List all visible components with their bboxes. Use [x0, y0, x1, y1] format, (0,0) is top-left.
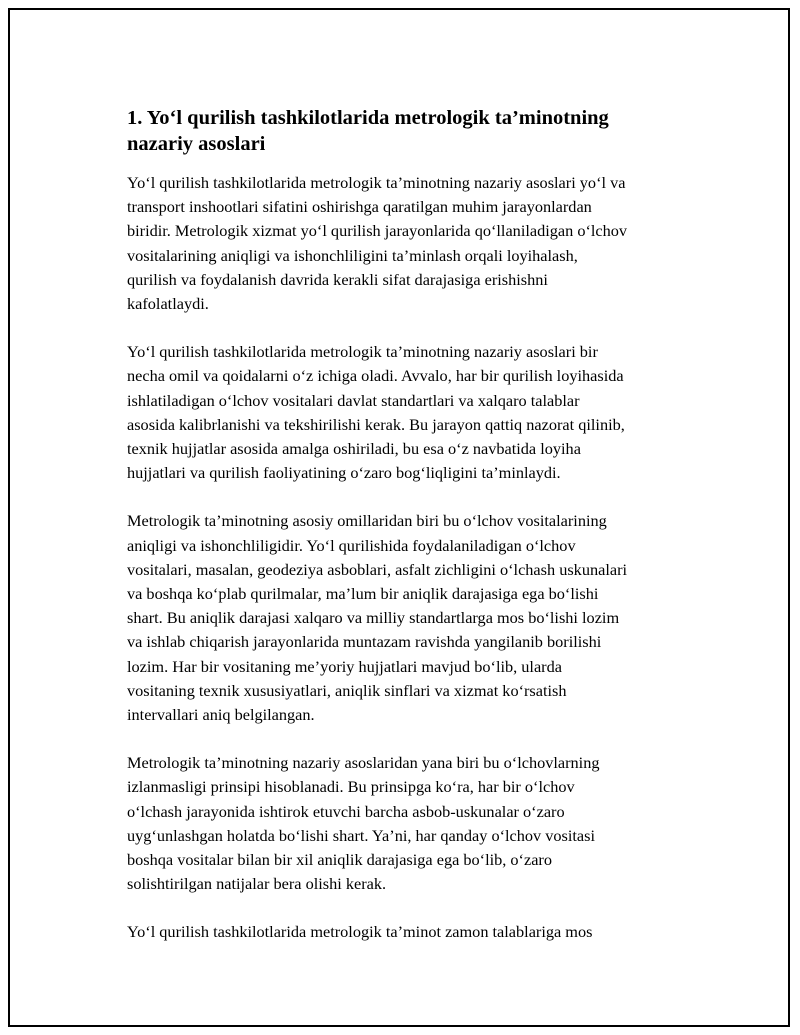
document-body: [127, 105, 702, 969]
page-frame: [8, 8, 790, 1027]
paragraph-1: Yo‘l qurilish tashkilotlarida metrologik ta’minotning nazariy asoslari yo‘l va transport inshootlari sifatini oshirishga qaratilgan muhim jarayonlardan biridir. Metrologik xizmat yo‘l qurilish jarayonlarida qo‘llaniladigan o‘lchov vositalarining aniqligi va ishonchliligini ta’minlash orqali loyihalash, qurilish va foydalanish davrida kerakli sifat darajasiga erishishni kafolatlaydi.: [127, 173, 628, 314]
section-heading: 1. Yo‘l qurilish tashkilotlarida metrologik ta’minotning nazariy asoslari: [127, 107, 609, 155]
paragraph-5: Yo‘l qurilish tashkilotlarida metrologik ta’minot zamon talablariga mos: [127, 922, 593, 942]
paragraph-2: Yo‘l qurilish tashkilotlarida metrologik ta’minotning nazariy asoslari bir necha omil va qoidalarni o‘z ichiga oladi. Avvalo, har bir qurilish loyihasida ishlatiladigan o‘lchov vositalari davlat standartlari va xalqaro talablar asosida kalibrlanishi va tekshirilishi kerak. Bu jarayon qattiq nazorat qilinib, texnik hujjatlar asosida amalga oshiriladi, bu esa o‘z navbatida loyiha hujjatlari va qurilish faoliyatining o‘zaro bog‘liqligini ta’minlaydi.: [127, 342, 625, 483]
paragraph-3: Metrologik ta’minotning asosiy omillaridan biri bu o‘lchov vositalarining aniqligi va ishonchliligidir. Yo‘l qurilishida foydalaniladigan o‘lchov vositalari, masalan, geodeziya asboblari, asfalt zichligini o‘lchash uskunalari va boshqa ko‘plab qurilmalar, ma’lum bir aniqlik darajasiga ega bo‘lishi shart. Bu aniqlik darajasi xalqaro va milliy standartlarga mos bo‘lishi lozim va ishlab chiqarish jarayonlarida muntazam ravishda yangilanib borilishi lozim. Har bir vositaning me’yoriy hujjatlari mavjud bo‘lib, ularda vositaning texnik xususiyatlari, aniqlik sinflari va xizmat ko‘rsatish intervallari aniq belgilangan.: [127, 511, 628, 725]
paragraph-4: Metrologik ta’minotning nazariy asoslaridan yana biri bu o‘lchovlarning izlanmasligi prinsipi hisoblanadi. Bu prinsipga ko‘ra, har bir o‘lchov o‘lchash jarayonida ishtirok etuvchi barcha asbob-uskunalar o‘zaro uyg‘unlashgan holatda bo‘lishi shart. Ya’ni, har qanday o‘lchov vositasi boshqa vositalar bilan bir xil aniqlik darajasiga ega bo‘lib, o‘zaro solishtirilgan natijalar bera olishi kerak.: [127, 753, 600, 894]
